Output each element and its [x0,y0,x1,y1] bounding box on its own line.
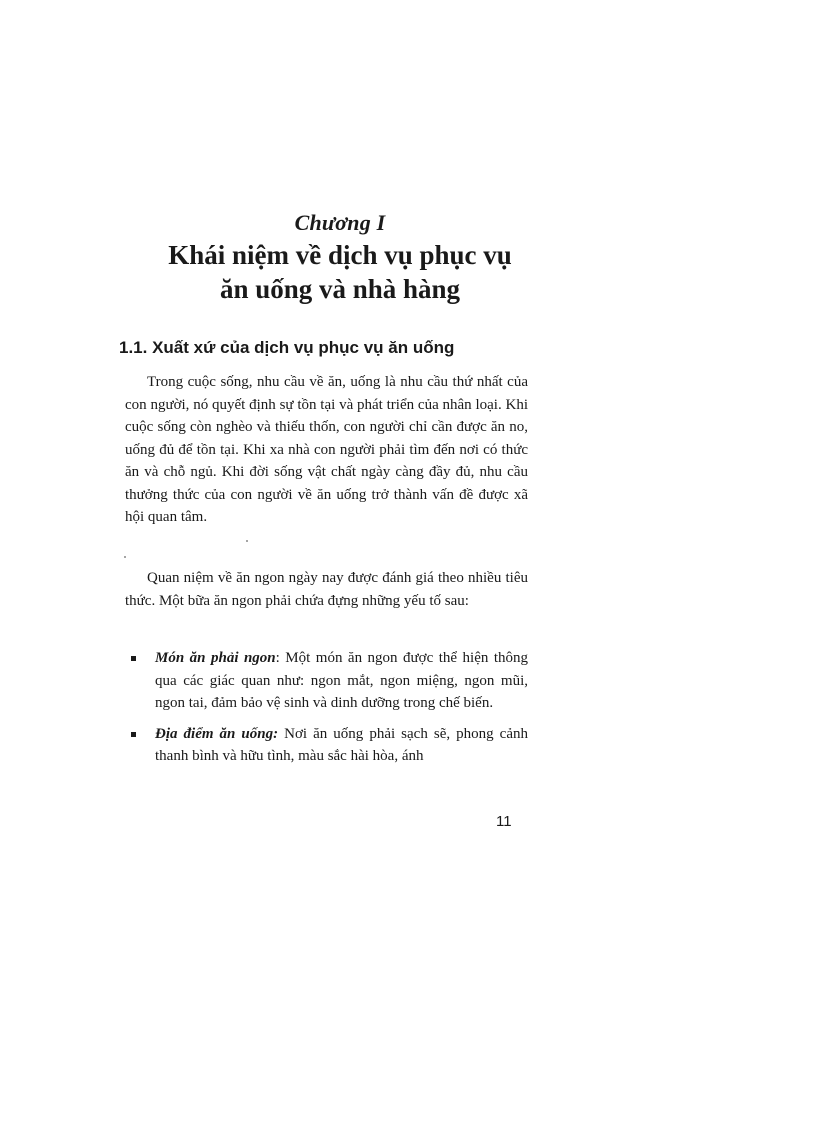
chapter-label: Chương I [294,210,386,235]
list-item [125,723,528,768]
paragraph-2: Quan niệm về ăn ngon ngày nay được đánh giá theo nhiều tiêu thức. Một bữa ăn ngon phải chứa đựng những yếu tố sau: [125,570,528,609]
bullet-square-icon [131,732,136,737]
bullet-text: : Một món ăn ngon được thể hiện thông qua các giác quan như: ngon mắt, ngon miệng, ngon mũi, ngon tai, đảm bảo vệ sinh và dinh dưỡng trong chế biến. [155,650,528,711]
bullet-text: Nơi ăn uống phải sạch sẽ, phong cảnh thanh bình và hữu tình, màu sắc hài hòa, ánh [155,725,528,764]
page-number: 11 [496,813,512,830]
bullet-term: Địa điểm ăn uống: [155,725,279,742]
bullet-list [125,647,528,776]
list-item [125,647,528,715]
chapter-title-line-1: Khái niệm về dịch vụ phục vụ [168,240,512,270]
section-heading: 1.1. Xuất xứ của dịch vụ phục vụ ăn uống [119,338,455,357]
bullet-square-icon [131,656,136,661]
paragraph-1: Trong cuộc sống, nhu cầu về ăn, uống là nhu cầu thứ nhất của con người, nó quyết định sự tồn tại và phát triển của nhân loại. Khi cuộc sống còn nghèo và thiếu thốn, con người chỉ cần được ăn no, uống đủ để tồn tại. Khi xa nhà con người phải tìm đến nơi có thức ăn và chỗ ngủ. Khi đời sống vật chất ngày càng đầy đủ, nhu cầu thưởng thức của con người về ăn uống trở thành vấn đề được xã hội quan tâm. [125,374,528,525]
scan-speck [124,556,126,558]
scan-speck [246,540,248,542]
chapter-title [140,238,540,306]
chapter-title-line-2: ăn uống và nhà hàng [219,274,461,304]
bullet-term: Món ăn phải ngon [155,650,276,666]
